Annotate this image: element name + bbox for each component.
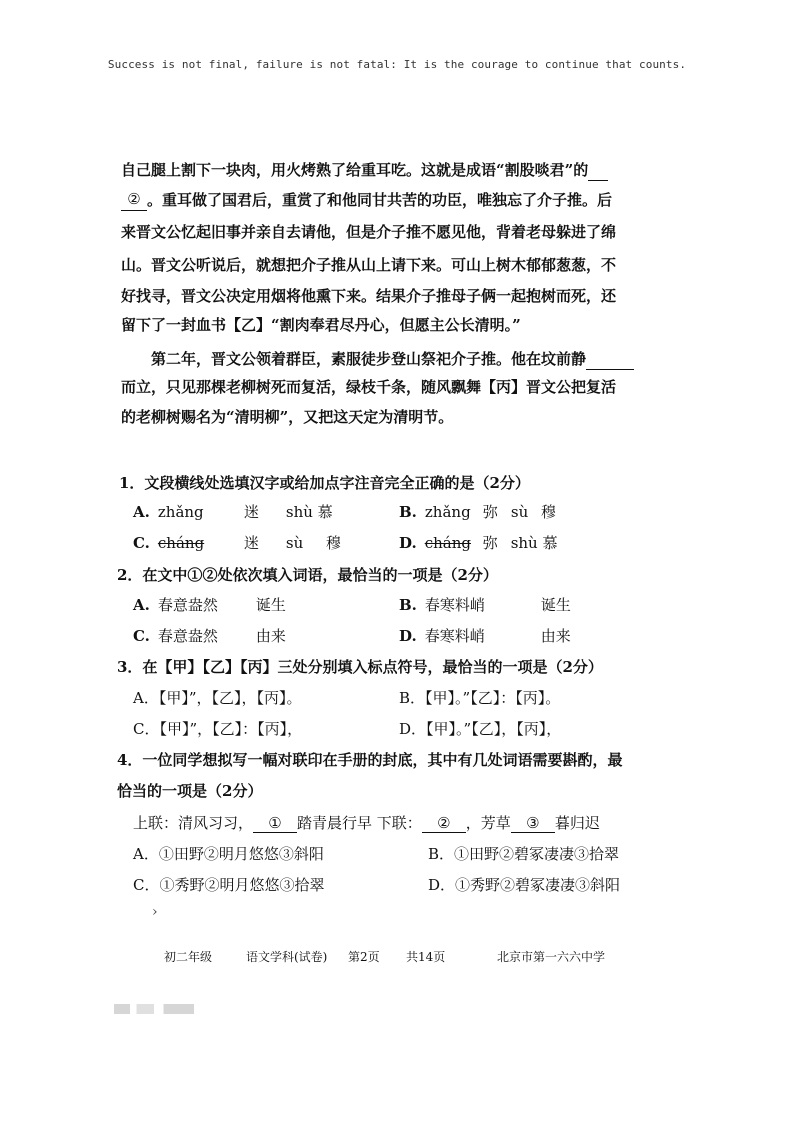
footer-page: 第2页 [348,950,380,964]
q1-option-b [399,501,556,522]
blank-number: ① [268,814,282,832]
fill-blank-2 [121,188,147,211]
option-word: 由来 [540,627,571,645]
couplet-text: ，芳草 [465,814,511,832]
passage-line-1 [121,158,608,180]
couplet-text: 踏青晨行早 下联： [297,814,422,832]
footer-subject: 语文学科(试卷) [246,950,328,964]
question-1-stem: 1．文段横线处选填汉字或给加点字注音完全正确的是（2分） [119,474,530,492]
q3-option-b: B．【甲】。”【乙】：【丙】。 [399,689,561,707]
couplet-blank-1 [253,814,297,833]
q3-option-a: A．【甲】”，【乙】，【丙】。 [133,689,302,707]
q3-option-c: C．【甲】”，【乙】：【丙】， [133,720,303,738]
option-label: A. [133,596,150,614]
q4-option-b: B．①田野②碧冢凄凄③拾翠 [428,845,620,863]
q4-option-d: D．①秀野②碧冢凄凄③斜阳 [428,876,621,894]
blank-number: ② [127,190,141,208]
q1-option-c [133,532,341,553]
passage-line-5: 好找寻，晋文公决定用烟将他熏下来。结果介子推母子俩一起抱树而死，还 [121,287,617,305]
pinyin: zhǎng [424,503,471,521]
pinyin: sù [510,503,529,521]
char: 迷 [243,534,259,552]
pinyin-char: shù 慕 [285,503,333,521]
option-phrase: 春意盎然 [157,627,218,645]
q2-option-c [133,625,286,646]
question-4-stem-line-1: 4．一位同学想拟写一幅对联印在手册的封底，其中有几处词语需要斟酌，最 [117,751,623,769]
option-word: 诞生 [540,596,571,614]
stray-mark: › [152,904,158,920]
option-phrase: 春寒料峭 [424,627,485,645]
option-label: B. [399,503,417,521]
q4-couplet [133,812,600,833]
question-4-stem-line-2: 恰当的一项是（2分） [117,782,263,800]
footer-school: 北京市第一六六中学 [497,950,606,964]
q1-option-d [399,532,558,553]
option-label: D. [399,534,417,552]
passage-line-2 [121,188,612,210]
q2-option-a [133,594,286,615]
q3-option-d: D．【甲】。”【乙】，【丙】， [399,720,562,738]
q2-option-b [399,594,571,615]
char: 弥 [482,534,498,552]
passage-line-9: 的老柳树赐名为“清明柳”，又把这天定为清明节。 [121,408,454,426]
passage-line-7 [151,347,634,369]
footer-total-pages: 共14页 [406,950,446,964]
char: 穆 [540,503,556,521]
option-phrase: 春寒料峭 [424,596,485,614]
passage-text: 。重耳做了国君后，重赏了和他同甘共苦的功臣，唯独忘了介子推。后 [147,191,613,209]
footer-grade: 初二年级 [164,950,213,964]
fill-blank-3 [586,347,634,370]
option-label: D. [399,627,417,645]
option-label: A. [133,503,150,521]
option-label: C. [133,627,150,645]
pinyin: cháng [424,534,471,552]
passage-line-3: 来晋文公忆起旧事并亲自去请他，但是介子推不愿见他，背着老母躲进了绵 [121,223,617,241]
passage-text: 自己腿上割下一块肉，用火烤熟了给重耳吃。这就是成语“割股啖君”的 [121,161,589,179]
char: 迷 [243,503,259,521]
option-word: 诞生 [255,596,286,614]
blank-number: ③ [526,814,540,832]
q4-option-a: A．①田野②明月悠悠③斜阳 [133,845,324,863]
question-2-stem: 2．在文中①②处依次填入词语，最恰当的一项是（2分） [117,566,498,584]
q1-option-a [133,501,333,522]
pinyin-char: shù 慕 [510,534,558,552]
char: 弥 [482,503,498,521]
question-3-stem: 3．在【甲】【乙】【丙】三处分别填入标点符号，最恰当的一项是（2分） [117,658,603,676]
pinyin: zhǎng [157,503,204,521]
couplet-blank-2 [422,814,466,833]
char: 穆 [325,534,341,552]
couplet-text: 上联：清风习习， [133,814,254,832]
pinyin: sù [285,534,304,552]
option-phrase: 春意盎然 [157,596,218,614]
couplet-blank-3 [511,814,555,833]
blank-number: ② [437,814,451,832]
pinyin: cháng [157,534,205,552]
passage-line-8: 而立，只见那棵老柳树死而复活，绿枝千条，随风飘舞【丙】晋文公把复活 [121,378,617,396]
q2-option-d [399,625,571,646]
passage-line-6: 留下了一封血书【乙】“割肉奉君尽丹心，但愿主公长清明。” [121,316,521,334]
option-label: C. [133,534,150,552]
option-label: B. [399,596,417,614]
header-quote: Success is not final, failure is not fatal: It is the courage to continue that counts. [107,58,687,71]
couplet-text: 暮归迟 [554,814,600,832]
scan-smudge [114,1004,194,1014]
q4-option-c: C．①秀野②明月悠悠③拾翠 [133,876,325,894]
passage-text: 第二年，晋文公领着群臣，素服徒步登山祭祀介子推。他在坟前静 [151,350,587,368]
passage-line-4: 山。晋文公听说后，就想把介子推从山上请下来。可山上树木郁郁葱葱，不 [121,256,617,274]
option-word: 由来 [255,627,286,645]
fill-blank-1 [588,158,608,181]
